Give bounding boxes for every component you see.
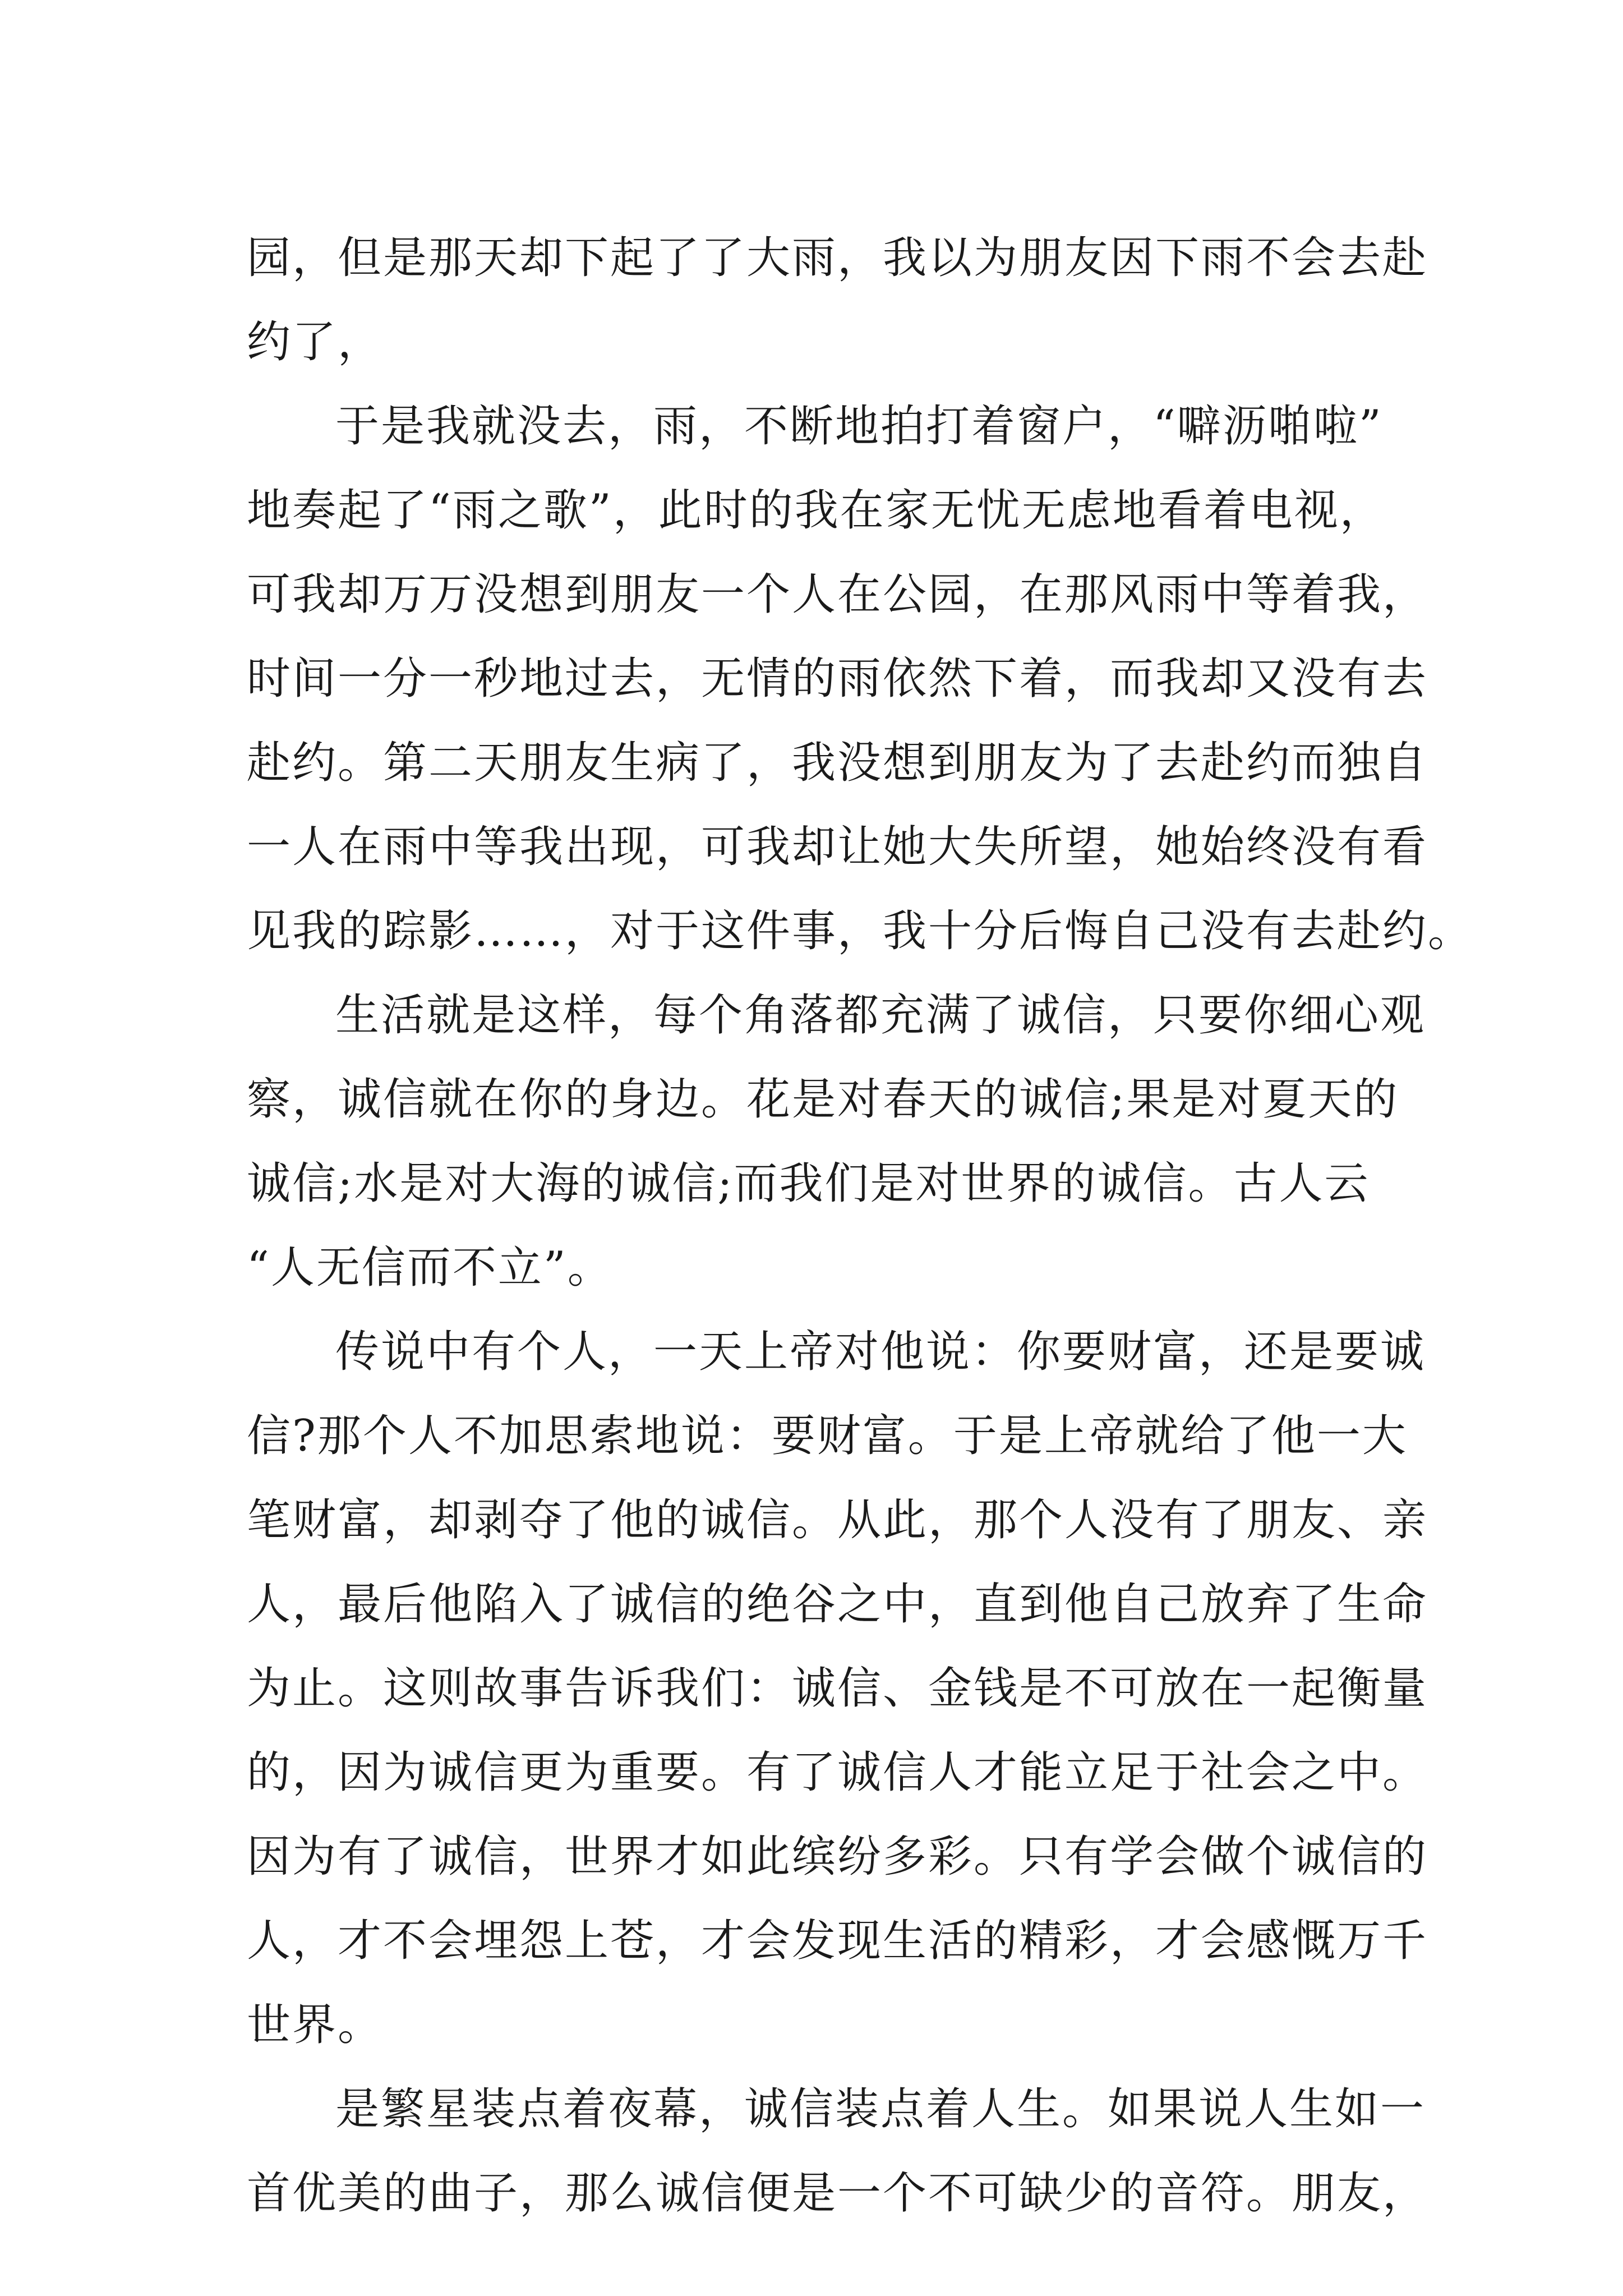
paragraph-2 [247,384,1474,973]
text-line: 的，因为诚信更为重要。有了诚信人才能立足于社会之中。 [247,1747,1428,1798]
text-line: 可我却万万没想到朋友一个人在公园，在那风雨中等着我， [247,569,1428,620]
text-line: 因为有了诚信，世界才如此缤纷多彩。只有学会做个诚信的 [247,1832,1428,1882]
text-line: 传说中有个人，一天上帝对他说：你要财富，还是要诚 [335,1327,1426,1377]
text-line: 赴约。第二天朋友生病了，我没想到朋友为了去赴约而独自 [247,738,1428,788]
text-line: 时间一分一秒地过去，无情的雨依然下着，而我却又没有去 [247,654,1428,704]
text-line: 笔财富，却剥夺了他的诚信。从此，那个人没有了朋友、亲 [247,1495,1428,1545]
text-line: 人，最后他陷入了诚信的绝谷之中，直到他自己放弃了生命 [247,1579,1428,1630]
text-line: 信?那个人不加思索地说：要财富。于是上帝就给了他一大 [247,1411,1408,1461]
paragraph-3 [247,973,1426,1310]
text-line: 世界。 [247,2000,384,2050]
text-line: 为止。这则故事告诉我们：诚信、金钱是不可放在一起衡量 [247,1663,1428,1714]
text-line: 约了， [247,317,384,367]
paragraph-5 [247,2067,1428,2235]
text-line: 见我的踪影……，对于这件事，我十分后悔自己没有去赴约。 [247,906,1474,956]
text-line: 首优美的曲子，那么诚信便是一个不可缺少的音符。朋友， [247,2168,1428,2219]
text-line: 地奏起了“雨之歌”，此时的我在家无忧无虑地看着电视， [247,485,1385,536]
text-line: 一人在雨中等我出现，可我却让她大失所望，她始终没有看 [247,822,1428,872]
text-line: 察，诚信就在你的身边。花是对春天的诚信;果是对夏天的 [247,1074,1399,1125]
document-page [247,216,1474,2235]
text-line: 是繁星装点着夜幕，诚信装点着人生。如果说人生如一 [335,2084,1426,2134]
text-line: 人，才不会埋怨上苍，才会发现生活的精彩，才会感慨万千 [247,1916,1428,1966]
text-line: “人无信而不立”。 [247,1243,613,1293]
text-line: 于是我就没去，雨，不断地拍打着窗户，“噼沥啪啦” [335,401,1383,452]
text-line: 园，但是那天却下起了了大雨，我以为朋友因下雨不会去赴 [247,233,1428,283]
text-line: 诚信;水是对大海的诚信;而我们是对世界的诚信。古人云 [247,1158,1370,1209]
text-line: 生活就是这样，每个角落都充满了诚信，只要你细心观 [335,990,1426,1041]
paragraph-1 [247,216,1428,384]
paragraph-4 [247,1310,1428,2067]
